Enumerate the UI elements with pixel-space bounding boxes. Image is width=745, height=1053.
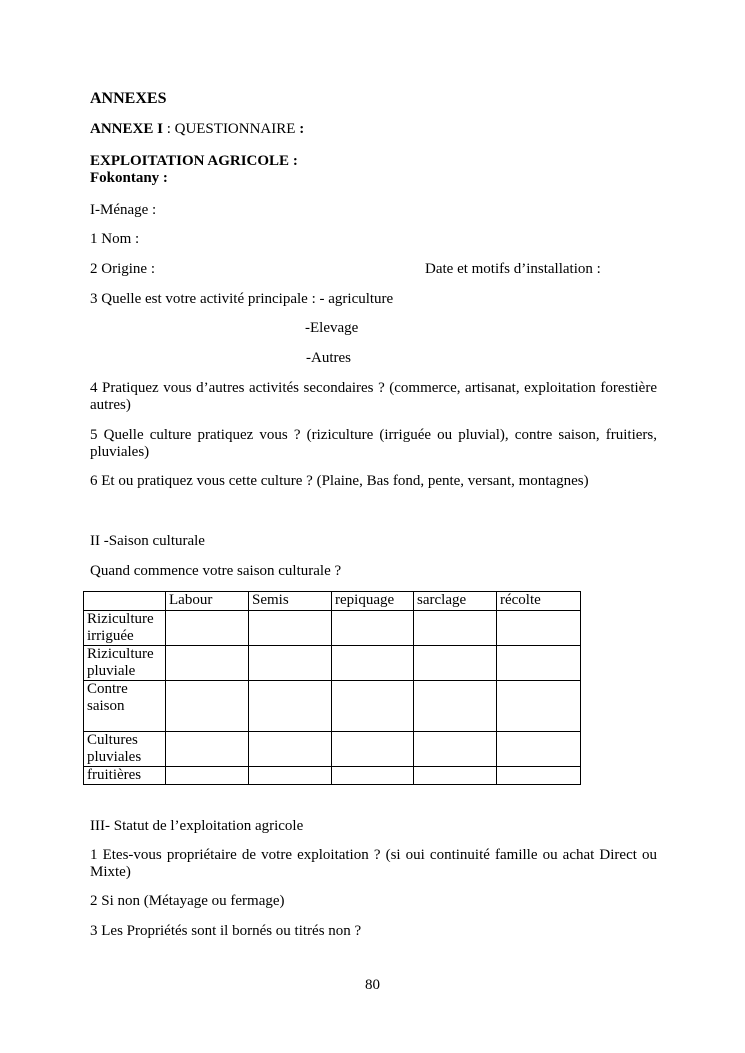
question-bornes: 3 Les Propriétés sont il bornés ou titrés non ? (90, 923, 362, 939)
table-row-label: Contre saison (84, 681, 166, 732)
question-culture-pratiquee: 5 Quelle culture pratiquez vous ? (riziculture (irriguée ou pluvial), contre saison, fruitiers, pluviales) (90, 427, 657, 461)
table-empty-cell (497, 646, 581, 681)
table-empty-cell (414, 681, 497, 732)
table-row (84, 681, 581, 732)
table-empty-cell (332, 767, 414, 785)
table-row (84, 646, 581, 681)
table-empty-cell (497, 611, 581, 646)
option-elevage: -Elevage (305, 320, 359, 336)
table-empty-cell (332, 732, 414, 767)
question-lieu-culture: 6 Et ou pratiquez vous cette culture ? (Plaine, Bas fond, pente, versant, montagnes) (90, 473, 589, 489)
table-empty-cell (249, 732, 332, 767)
doc-title: ANNEXES (90, 90, 167, 107)
table-empty-cell (414, 646, 497, 681)
annexe-heading-colon: : (295, 121, 305, 137)
table-empty-cell (249, 681, 332, 732)
question-nom: 1 Nom : (90, 231, 140, 247)
table-header-empty (84, 592, 166, 611)
season-table (83, 591, 581, 785)
table-header-sarclage: sarclage (414, 592, 497, 611)
table-empty-cell (249, 611, 332, 646)
annexe-heading-bold: ANNEXE I (90, 121, 163, 137)
table-empty-cell (166, 732, 249, 767)
table-empty-cell (332, 681, 414, 732)
table-empty-cell (497, 681, 581, 732)
table-row-label: Cultures pluviales (84, 732, 166, 767)
table-empty-cell (497, 767, 581, 785)
question-proprietaire: 1 Etes-vous propriétaire de votre exploitation ? (si oui continuité famille ou achat Direct ou Mixte) (90, 847, 657, 881)
section2-heading: II -Saison culturale (90, 533, 205, 549)
table-row-label: Riziculture pluviale (84, 646, 166, 681)
table-empty-cell (166, 767, 249, 785)
section2-intro: Quand commence votre saison culturale ? (90, 563, 342, 579)
annexe-heading-middle: : QUESTIONNAIRE (162, 121, 296, 137)
table-header-row (84, 592, 581, 611)
table-empty-cell (249, 767, 332, 785)
page-number: 80 (365, 977, 380, 993)
table-row (84, 767, 581, 785)
question-origine: 2 Origine : (90, 261, 155, 277)
fokontany-heading: Fokontany : (90, 170, 168, 186)
table-header-repiquage: repiquage (332, 592, 414, 611)
annexe-heading (90, 121, 304, 138)
table-header-labour: Labour (166, 592, 249, 611)
table-header-semis: Semis (249, 592, 332, 611)
table-header-recolte: récolte (497, 592, 581, 611)
table-empty-cell (249, 646, 332, 681)
table-empty-cell (414, 732, 497, 767)
question-date-installation: Date et motifs d’installation : (425, 261, 601, 277)
table-empty-cell (166, 681, 249, 732)
table-empty-cell (166, 611, 249, 646)
table-empty-cell (166, 646, 249, 681)
table-row (84, 732, 581, 767)
question-activite-principale: 3 Quelle est votre activité principale : - agriculture (90, 291, 394, 307)
table-empty-cell (332, 646, 414, 681)
table-empty-cell (414, 611, 497, 646)
option-autres: -Autres (306, 350, 351, 366)
section1-heading: I-Ménage : (90, 202, 157, 218)
table-empty-cell (332, 611, 414, 646)
table-row (84, 611, 581, 646)
table-empty-cell (497, 732, 581, 767)
table-row-label: Riziculture irriguée (84, 611, 166, 646)
section3-heading: III- Statut de l’exploitation agricole (90, 818, 304, 834)
question-activites-secondaires: 4 Pratiquez vous d’autres activités secondaires ? (commerce, artisanat, exploitation forestière autres) (90, 380, 657, 414)
table-empty-cell (414, 767, 497, 785)
exploitation-heading: EXPLOITATION AGRICOLE : (90, 153, 298, 169)
table-row-label: fruitières (84, 767, 166, 785)
question-metayage: 2 Si non (Métayage ou fermage) (90, 893, 285, 909)
